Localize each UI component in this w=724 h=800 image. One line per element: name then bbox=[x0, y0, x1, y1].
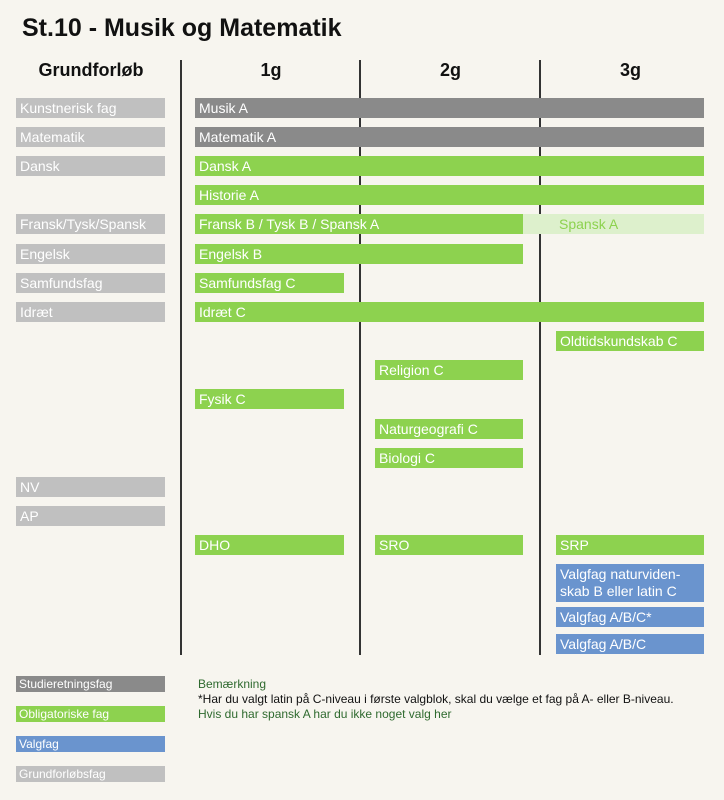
subject-srp: SRP bbox=[556, 535, 704, 555]
subject-samfundsfag: Samfundsfag C bbox=[195, 273, 344, 293]
subject-biologi: Biologi C bbox=[375, 448, 523, 468]
subject-naturgeografi: Naturgeografi C bbox=[375, 419, 523, 439]
column-header-2g: 2g bbox=[439, 60, 461, 80]
subject-matematik: Matematik A bbox=[195, 127, 704, 147]
grundforlob-dansk: Dansk bbox=[16, 156, 165, 176]
grundforlob-matematik: Matematik bbox=[16, 127, 165, 147]
note-line-1: *Har du valgt latin på C-niveau i første valgblok, skal du vælge et fag på A- eller B-niveau. bbox=[198, 692, 674, 706]
subject-engelsk: Engelsk B bbox=[195, 244, 523, 264]
grundforlob-samfundsfag: Samfundsfag bbox=[16, 273, 165, 293]
subject-historie: Historie A bbox=[195, 185, 704, 205]
divider-line bbox=[539, 60, 541, 655]
legend-grundforlobsfag: Grundforløbsfag bbox=[16, 766, 165, 782]
grundforlob-ap: AP bbox=[16, 506, 165, 526]
grundforlob-nv: NV bbox=[16, 477, 165, 497]
column-header-grundforlob: Grundforløb bbox=[38, 60, 144, 80]
grundforlob-engelsk: Engelsk bbox=[16, 244, 165, 264]
subject-valgfag-naturvidenskab: Valgfag naturviden-skab B eller latin C bbox=[556, 564, 704, 602]
note-line-2: Hvis du har spansk A har du ikke noget valg her bbox=[198, 707, 452, 721]
grundforlob-kunstnerisk: Kunstnerisk fag bbox=[16, 98, 165, 118]
subject-religion: Religion C bbox=[375, 360, 523, 380]
divider-line bbox=[359, 60, 361, 655]
legend-studieretningsfag: Studieretningsfag bbox=[16, 676, 165, 692]
subject-musik: Musik A bbox=[195, 98, 704, 118]
subject-valgfag-abc: Valgfag A/B/C bbox=[556, 634, 704, 654]
subject-idraet: Idræt C bbox=[195, 302, 704, 322]
subject-oldtid: Oldtidskundskab C bbox=[556, 331, 704, 351]
page-title: St.10 - Musik og Matematik bbox=[22, 14, 342, 42]
column-header-3g: 3g bbox=[619, 60, 641, 80]
note-heading: Bemærkning bbox=[198, 677, 267, 691]
subject-sro: SRO bbox=[375, 535, 523, 555]
grundforlob-fransk: Fransk/Tysk/Spansk bbox=[16, 214, 165, 234]
subject-valgfag-abc-star: Valgfag A/B/C* bbox=[556, 607, 704, 627]
subject-dansk: Dansk A bbox=[195, 156, 704, 176]
grundforlob-idraet: Idræt bbox=[16, 302, 165, 322]
subject-dho: DHO bbox=[195, 535, 344, 555]
legend-valgfag: Valgfag bbox=[16, 736, 165, 752]
subject-spansk: Spansk A bbox=[523, 214, 704, 234]
subject-fysik: Fysik C bbox=[195, 389, 344, 409]
column-header-1g: 1g bbox=[260, 60, 282, 80]
legend-obligatoriske: Obligatoriske fag bbox=[16, 706, 165, 722]
divider-line bbox=[180, 60, 182, 655]
subject-fransk: Fransk B / Tysk B / Spansk A bbox=[195, 214, 523, 234]
